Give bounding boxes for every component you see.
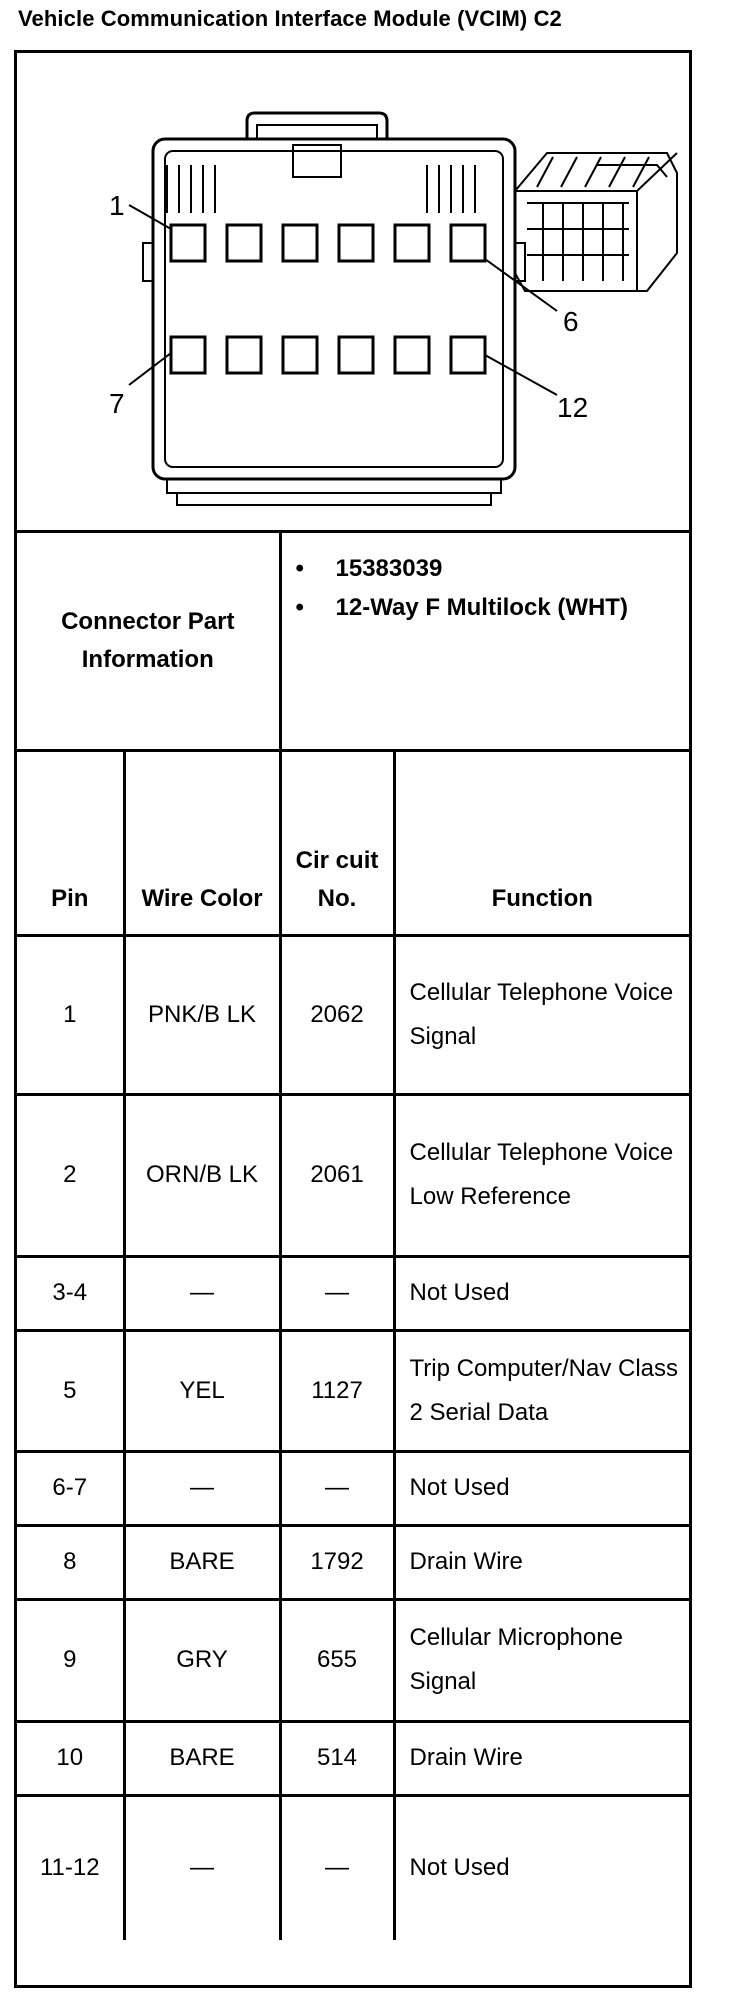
callout-6: 6 bbox=[563, 306, 579, 337]
circuit-cell: 1127 bbox=[280, 1330, 394, 1451]
function-cell: Trip Computer/Nav Class 2 Serial Data bbox=[394, 1330, 689, 1451]
wire-color-cell: PNK/B LK bbox=[124, 935, 280, 1094]
wire-color-cell: ORN/B LK bbox=[124, 1094, 280, 1256]
circuit-cell: — bbox=[280, 1256, 394, 1330]
connector-diagram bbox=[17, 53, 689, 533]
circuit-cell: 514 bbox=[280, 1721, 394, 1795]
connector-face-icon bbox=[17, 53, 689, 530]
circuit-cell: — bbox=[280, 1795, 394, 1940]
circuit-cell: 2062 bbox=[280, 935, 394, 1094]
pin-cell: 3-4 bbox=[17, 1256, 124, 1330]
table-row bbox=[17, 935, 689, 1094]
wire-color-cell: — bbox=[124, 1451, 280, 1525]
circuit-cell: — bbox=[280, 1451, 394, 1525]
pinout-table bbox=[17, 533, 689, 1940]
table-row bbox=[17, 1721, 689, 1795]
pin-cell: 8 bbox=[17, 1525, 124, 1599]
pin-cell: 5 bbox=[17, 1330, 124, 1451]
page-title: Vehicle Communication Interface Module (VCIM) C2 bbox=[18, 6, 562, 31]
function-cell: Not Used bbox=[394, 1256, 689, 1330]
wire-color-cell: BARE bbox=[124, 1525, 280, 1599]
connector-3d-icon bbox=[515, 153, 677, 291]
callout-12: 12 bbox=[557, 392, 589, 423]
connector-type: • 12-Way F Multilock (WHT) bbox=[295, 594, 628, 621]
function-cell: Cellular Telephone Voice Signal bbox=[394, 935, 689, 1094]
part-number: • 15383039 bbox=[295, 555, 443, 582]
connector-info-label: Connector Part Information bbox=[17, 533, 280, 750]
connector-info-row bbox=[17, 533, 689, 750]
wire-color-cell: GRY bbox=[124, 1599, 280, 1721]
table-row bbox=[17, 1599, 689, 1721]
pin-cell: 1 bbox=[17, 935, 124, 1094]
function-cell: Not Used bbox=[394, 1451, 689, 1525]
pin-cell: 10 bbox=[17, 1721, 124, 1795]
function-cell: Cellular Microphone Signal bbox=[394, 1599, 689, 1721]
table-row bbox=[17, 1330, 689, 1451]
table-row bbox=[17, 1256, 689, 1330]
pin-cell: 6-7 bbox=[17, 1451, 124, 1525]
function-cell: Cellular Telephone Voice Low Reference bbox=[394, 1094, 689, 1256]
table-row bbox=[17, 1795, 689, 1940]
pin-cell: 2 bbox=[17, 1094, 124, 1256]
circuit-cell: 2061 bbox=[280, 1094, 394, 1256]
callout-1: 1 bbox=[109, 190, 125, 221]
connector-info-list bbox=[280, 533, 689, 750]
circuit-cell: 655 bbox=[280, 1599, 394, 1721]
pin-cell: 11-12 bbox=[17, 1795, 124, 1940]
circuit-cell: 1792 bbox=[280, 1525, 394, 1599]
wire-color-cell: BARE bbox=[124, 1721, 280, 1795]
table-row bbox=[17, 1094, 689, 1256]
connector-sheet bbox=[14, 50, 692, 1988]
wire-color-cell: — bbox=[124, 1795, 280, 1940]
header-wire-color: Wire Color bbox=[124, 750, 280, 935]
header-pin: Pin bbox=[17, 750, 124, 935]
table-header-row bbox=[17, 750, 689, 935]
header-function: Function bbox=[394, 750, 689, 935]
callout-7: 7 bbox=[109, 388, 125, 419]
header-circuit-no: Cir cuit No. bbox=[280, 750, 394, 935]
pin-cell: 9 bbox=[17, 1599, 124, 1721]
function-cell: Not Used bbox=[394, 1795, 689, 1940]
function-cell: Drain Wire bbox=[394, 1721, 689, 1795]
table-row bbox=[17, 1451, 689, 1525]
wire-color-cell: YEL bbox=[124, 1330, 280, 1451]
wire-color-cell: — bbox=[124, 1256, 280, 1330]
table-row bbox=[17, 1525, 689, 1599]
function-cell: Drain Wire bbox=[394, 1525, 689, 1599]
